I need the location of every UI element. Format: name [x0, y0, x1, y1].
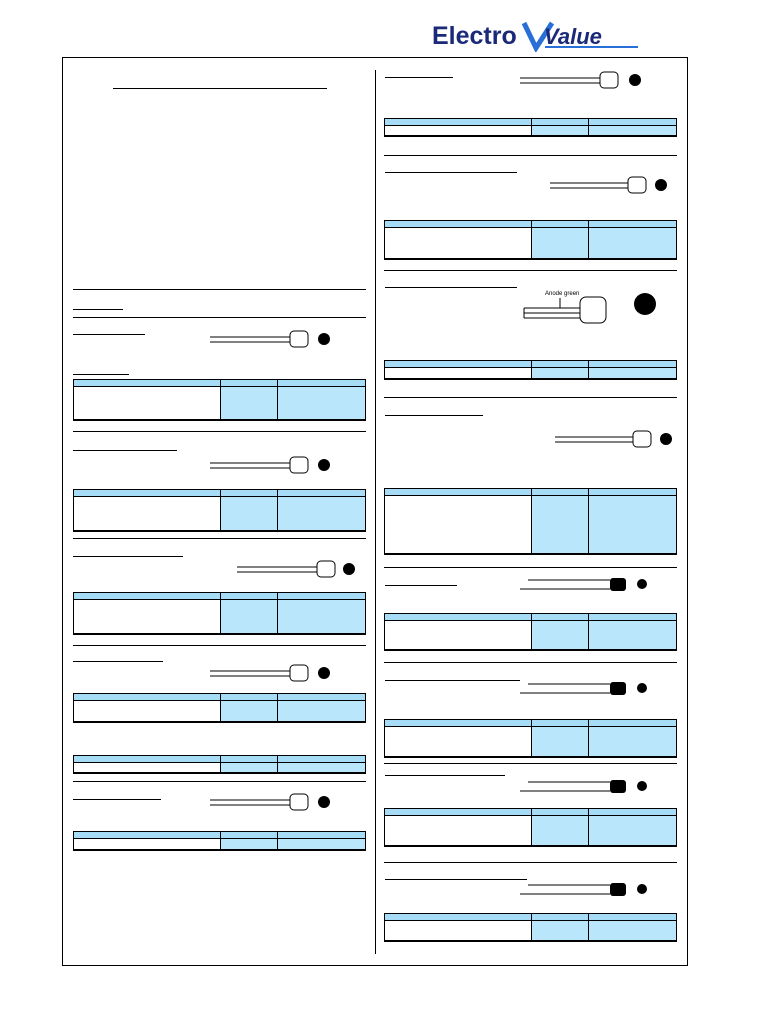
electrovalue-logo [432, 18, 642, 52]
heading-underline [73, 556, 183, 557]
heading-underline [73, 661, 163, 662]
section-rule [73, 538, 366, 539]
lead-label: Anode green [545, 291, 580, 297]
led-3mm-icon [520, 680, 650, 698]
led-5mm-icon [210, 328, 332, 350]
logo-text-electro: Electro [432, 22, 517, 50]
led-5mm-icon [210, 662, 332, 684]
led-5mm-icon [210, 454, 332, 476]
left-title-underline [113, 88, 327, 89]
led-5mm-icon [550, 174, 670, 196]
heading-underline [385, 77, 453, 78]
heading-underline [385, 415, 483, 416]
heading-underline [385, 680, 520, 681]
spec-table [73, 693, 366, 723]
heading-underline [73, 799, 161, 800]
heading-underline [385, 775, 505, 776]
section-rule [73, 781, 366, 782]
led-3mm-icon [520, 881, 650, 899]
heading-underline [385, 585, 457, 586]
led-5mm-icon [237, 558, 359, 580]
spec-table [73, 831, 366, 851]
led-bicolour-icon [520, 285, 660, 327]
section-rule [384, 662, 677, 663]
section-rule [384, 567, 677, 568]
spec-table [73, 592, 366, 635]
spec-table [384, 913, 677, 942]
led-5mm-icon [520, 69, 645, 91]
spec-table [384, 118, 677, 137]
section-rule [384, 155, 677, 156]
spec-table [73, 755, 366, 774]
led-3mm-icon [520, 576, 650, 594]
spec-table [384, 360, 677, 380]
section-rule [73, 289, 366, 290]
section-rule [73, 645, 366, 646]
spec-table [73, 379, 366, 421]
spec-table [384, 220, 677, 260]
led-3mm-icon [520, 778, 650, 796]
logo-text-value: Value [544, 24, 602, 49]
heading-underline [385, 287, 517, 288]
heading-underline [73, 450, 177, 451]
spec-table [73, 489, 366, 532]
led-5mm-icon [555, 428, 675, 450]
section-rule [73, 317, 366, 318]
heading-underline [73, 374, 129, 375]
spec-table [384, 719, 677, 758]
column-divider [375, 70, 376, 954]
led-5mm-icon [210, 791, 332, 813]
section-rule [384, 397, 677, 398]
spec-table [384, 488, 677, 555]
heading-underline [73, 309, 123, 310]
section-rule [384, 763, 677, 764]
heading-underline [73, 334, 145, 335]
heading-underline [385, 879, 527, 880]
spec-table [384, 808, 677, 847]
section-rule [73, 431, 366, 432]
section-rule [384, 862, 677, 863]
heading-underline [385, 172, 517, 173]
section-rule [384, 270, 677, 271]
spec-table [384, 613, 677, 651]
